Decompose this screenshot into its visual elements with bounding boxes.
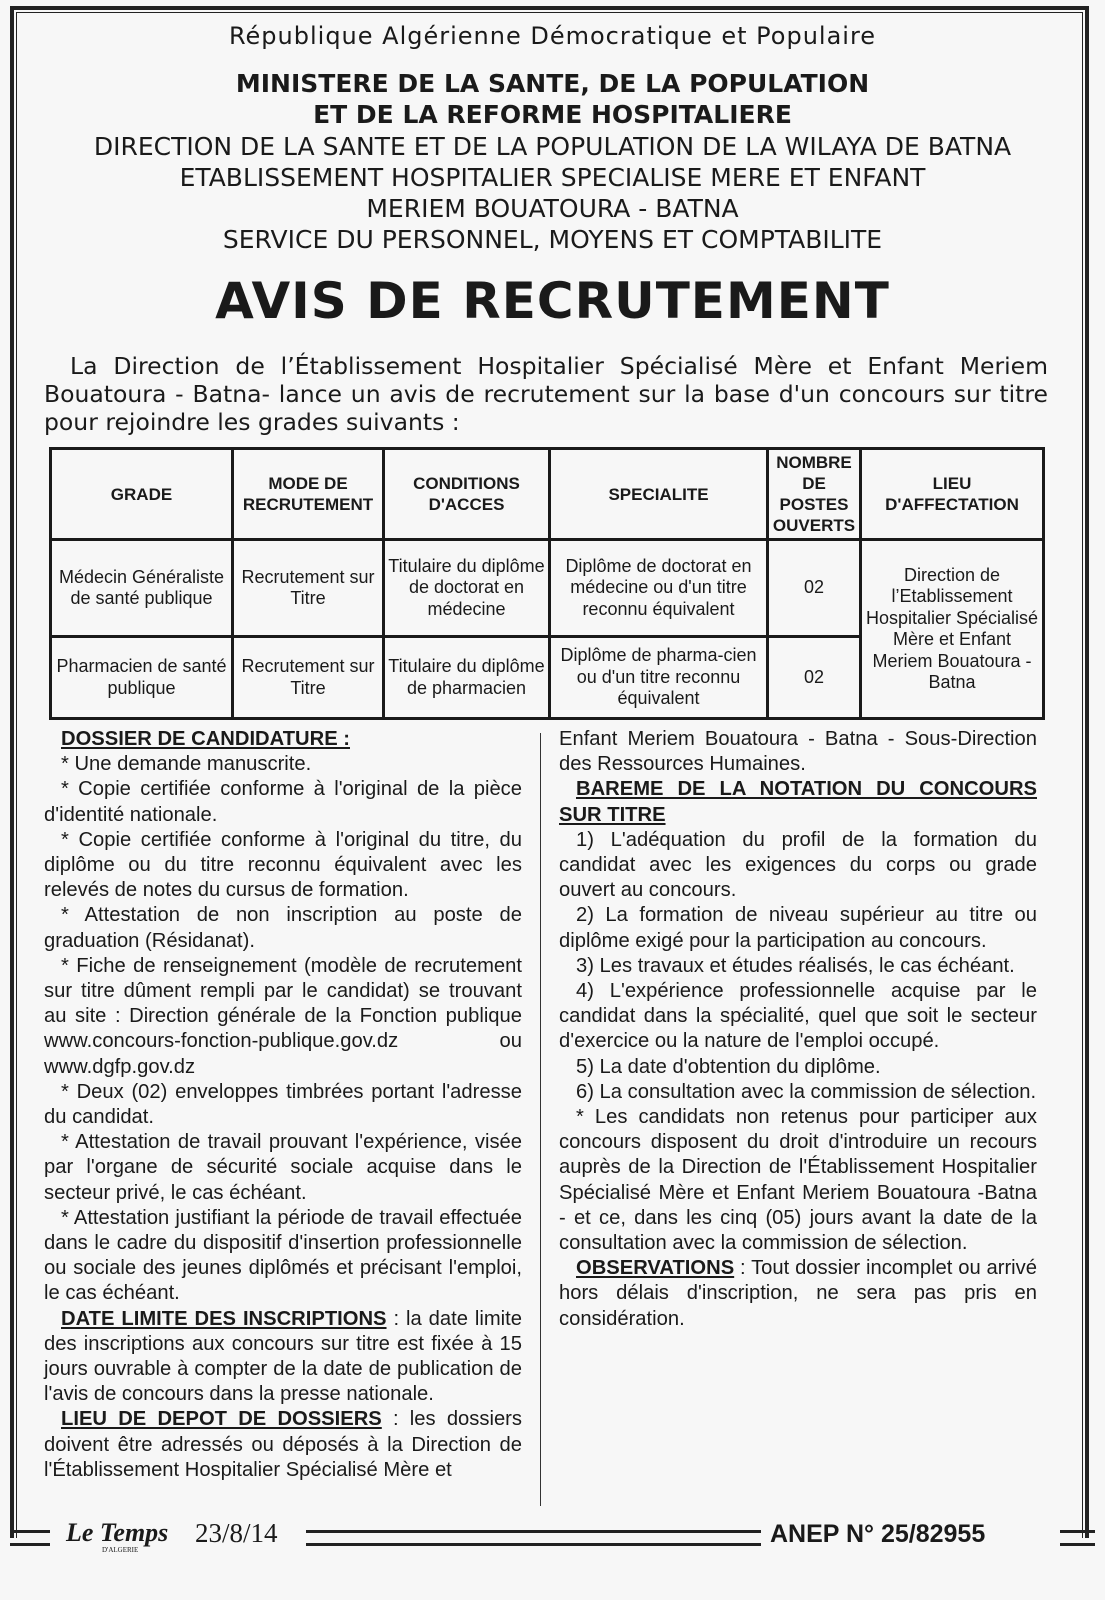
positions-table [49, 447, 1045, 720]
column-divider [540, 733, 541, 1506]
date-text: : la date limite des inscriptions aux concours sur titre est fixée à 15 jours ouvrable à compter de la date de publication de l'avis de concours dans la presse nationale. [44, 1307, 522, 1406]
republic-heading: République Algérienne Démocratique et Populaire [228, 22, 877, 50]
list-item: 2) La formation de niveau supérieur au titre ou diplôme exigé pour la participation au concours. [559, 904, 1037, 952]
cell: Diplôme de doctorat en médecine ou d'un titre reconnu équivalent [550, 540, 768, 637]
list-item: * Attestation de travail prouvant l'expérience, visée par l'organe de sécurité sociale acquise dans le secteur privé, le cas échéant. [44, 1131, 522, 1204]
footer-rule [1060, 1530, 1095, 1546]
direction-line: SERVICE DU PERSONNEL, MOYENS ET COMPTABILITE [222, 225, 883, 254]
col-header: LIEU D'AFFECTATION [861, 449, 1044, 540]
list-item: 5) La date d'obtention du diplôme. [576, 1055, 881, 1078]
col-header: MODE DE RECRUTEMENT [233, 449, 384, 540]
list-item: * Copie certifiée conforme à l'original du titre, du diplôme ou du titre reconnu équivalent avec les relevés de notes du cursus de formation. [44, 828, 522, 902]
newspaper-logo-sub: D'ALGERIE [102, 1546, 139, 1554]
ministry-line: MINISTERE DE LA SANTE, DE LA POPULATION [235, 69, 870, 98]
footer-rule [306, 1530, 761, 1546]
list-item: 6) La consultation avec la commission de sélection. [576, 1080, 1037, 1103]
section-heading: LIEU DE DEPOT DE DOSSIERS [61, 1408, 382, 1431]
newspaper-logo: Le Temps [66, 1518, 169, 1547]
direction-line: DIRECTION DE LA SANTE ET DE LA POPULATION DE LA WILAYA DE BATNA [93, 132, 1012, 161]
list-item: 3) Les travaux et études réalisés, le cas échéant. [576, 954, 1015, 977]
section-heading: DOSSIER DE CANDIDATURE : [61, 728, 350, 750]
list-item: * Les candidats non retenus pour participer aux concours disposent du droit d'introduire un recours auprès de la Direction de l'Établissement Hospitalier Spécialisé Mère et Enfant Meriem Bouatoura -Batna - et ce, dans les cinq (05) jours avant la date de la consultation avec la commission de sélection. [559, 1106, 1037, 1255]
cell-lieu: Direction de l’Etablissement Hospitalier Spécialisé Mère et Enfant Meriem Bouatoura - Batna [861, 540, 1044, 719]
col-header: CONDITIONS D'ACCES [384, 449, 550, 540]
ministry-line: ET DE LA REFORME HOSPITALIERE [313, 100, 792, 129]
col-header: GRADE [51, 449, 233, 540]
list-item: * Une demande manuscrite. [61, 753, 312, 776]
section-heading: BAREME DE LA NOTATION DU CONCOURS SUR TITRE [559, 778, 1037, 826]
list-item: * Fiche de renseignement (modèle de recrutement sur titre dûment rempli par le candidat) se trouvant au site : Direction générale de la Fonction publique www.concours-fonction-publique.gov.dz ou www.dgfp.gov.dz [44, 954, 522, 1078]
cell: Titulaire du diplôme de pharmacien [384, 637, 550, 719]
right-column [559, 727, 1037, 1332]
cell: Diplôme de pharma-cien ou d'un titre reconnu équivalent [550, 637, 768, 719]
cell: Titulaire du diplôme de doctorat en médecine [384, 540, 550, 637]
cell: 02 [768, 540, 861, 637]
cell: Médecin Généraliste de santé publique [51, 540, 233, 637]
page-title: AVIS DE RECRUTEMENT [215, 272, 890, 330]
lieu-text: : les dossiers doivent être adressés ou déposés à la Direction de l'Établissement Hospitalier Spécialisé Mère et [44, 1408, 522, 1481]
anep-number: ANEP N° 25/82955 [770, 1520, 986, 1548]
publication-date: 23/8/14 [195, 1518, 278, 1548]
direction-line: ETABLISSEMENT HOSPITALIER SPECIALISE MERE ET ENFANT [179, 163, 926, 192]
list-item: 1) L'adéquation du profil de la formation du candidat avec les exigences du corps ou grade ouvert au concours. [559, 828, 1037, 902]
lieu-continued: Enfant Meriem Bouatoura - Batna - Sous-Direction des Ressources Humaines. [559, 728, 1037, 776]
section-heading: DATE LIMITE DES INSCRIPTIONS [61, 1307, 387, 1330]
section-heading: OBSERVATIONS [576, 1257, 735, 1280]
list-item: * Deux (02) enveloppes timbrées portant l'adresse du candidat. [44, 1080, 522, 1129]
left-column [44, 727, 522, 1483]
obs-text: : Tout dossier incomplet ou arrivé hors délais d'inscription, ne sera pas pris en considération. [559, 1257, 1037, 1330]
cell: 02 [768, 637, 861, 719]
list-item: * Copie certifiée conforme à l'original de la pièce d'identité nationale. [44, 778, 522, 826]
table-row [51, 540, 1044, 637]
list-item: * Attestation de non inscription au poste de graduation (Résidanat). [44, 904, 522, 952]
list-item: * Attestation justifiant la période de travail effectuée dans le cadre du dispositif d'insertion professionnelle ou sociale des jeunes diplômés et précisant l'emploi, le cas échéant. [44, 1206, 522, 1305]
intro-paragraph: La Direction de l’Établissement Hospitalier Spécialisé Mère et Enfant Meriem Bouatoura - Batna- lance un avis de recrutement sur la base d'un concours sur titre pour rejoindre les grades suivants : [44, 352, 1048, 436]
col-header: NOMBRE DE POSTES OUVERTS [768, 449, 861, 540]
cell: Recrutement sur Titre [233, 540, 384, 637]
footer [10, 1518, 1095, 1554]
direction-line: MERIEM BOUATOURA - BATNA [366, 194, 739, 223]
footer-rule [10, 1530, 50, 1546]
table-header-row [51, 449, 1044, 540]
ministry-heading [20, 68, 1085, 130]
cell: Recrutement sur Titre [233, 637, 384, 719]
col-header: SPECIALITE [550, 449, 768, 540]
direction-heading [20, 131, 1085, 255]
list-item: 4) L'expérience professionnelle acquise par le candidat dans la spécialité, quel que soit le secteur d'exercice ou la nature de l'emploi occupé. [559, 980, 1037, 1053]
cell: Pharmacien de santé publique [51, 637, 233, 719]
